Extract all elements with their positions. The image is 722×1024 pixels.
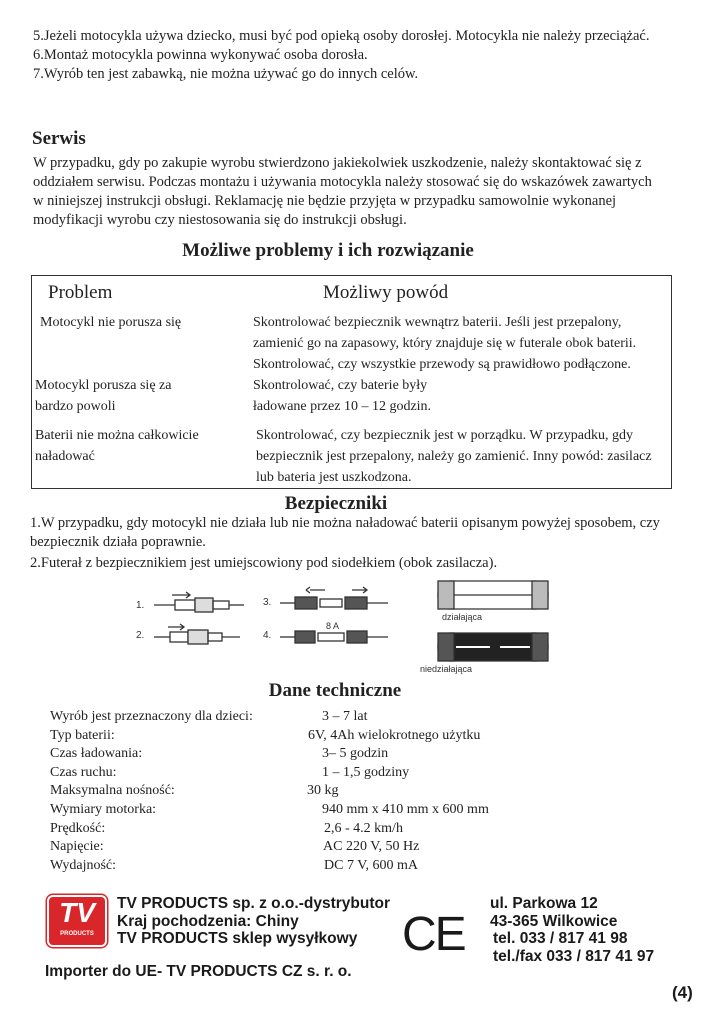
step-3-label: 3. [263,597,272,608]
fuse-holder-icon [154,592,244,612]
table-row [32,310,672,375]
ce-mark-icon: CE [402,908,465,961]
serwis-text: W przypadku, gdy po zakupie wyrobu stwierdzono jakiekolwiek uszkodzenie, należy skontaktować się z oddziałem serwisu. Podczas montażu i używania motocykla należy stosować się do wskazówek zawartych w niniejszej instrukcji obsługi. Reklamację nie będzie przyjęta w przypadku samowolnie wykonanej modyfikacji wyrobu czy niestosowania się do instrukcji obsługi. [33,155,652,228]
company-block [117,895,390,948]
spec-value: AC 220 V, 50 Hz [323,839,420,855]
logo-subtext: PRODUCTS [60,931,94,937]
address-block [490,895,654,965]
spec-row [50,764,489,783]
table-row [32,375,672,425]
fuses-heading: Bezpieczniki [284,493,388,514]
tech-specs [50,708,489,875]
fuses-list [30,514,690,573]
spec-value: 6V, 4Ah wielokrotnego użytku [308,727,481,743]
step-4-label: 4. [263,630,272,641]
spec-row [50,782,489,801]
spec-label: Wydajność: [50,857,117,873]
table-header-row [32,276,672,310]
cause-cell: Skontrolować, czy bezpiecznik jest w porządku. W przypadku, gdy bezpiecznik jest przepalony, należy go zamienić. Inny powód: zasilacz lub bateria jest uszkodzona. [256,427,652,485]
problems-heading: Możliwe problemy i ich rozwiązanie [182,240,474,261]
spec-label: Wyrób jest przeznaczony dla dzieci: [50,709,253,724]
spec-label: Maksymalna nośność: [50,783,175,799]
spec-row [50,801,489,820]
spec-row [50,820,489,839]
spec-row [50,838,489,857]
spec-row [50,857,489,876]
list-item: 5.Jeżeli motocykla używa dziecko, musi być pod opieką osoby dorosłej. Motocykla nie należy przeciążać. [33,28,650,44]
logo-text: TV [59,897,95,928]
serwis-heading: Serwis [32,128,86,149]
spec-row [50,745,489,764]
label-working: działająca [442,612,483,622]
problem-cell: Motocykl nie porusza się [40,314,182,330]
spec-value: DC 7 V, 600 mA [324,857,419,873]
spec-value: 30 kg [307,783,339,799]
fuse-holder-icon [280,631,388,643]
spec-value: 3– 5 godzin [322,746,389,762]
spec-label: Prędkość: [50,820,106,836]
cause-cell: Skontrolować, czy baterie były ładowane przez 10 – 12 godzin. [253,377,432,414]
fuse-holder-icon [154,624,240,644]
address-line: tel./fax 033 / 817 41 97 [493,947,655,965]
spec-row [50,708,489,727]
spec-value: 1 – 1,5 godziny [322,764,410,780]
spec-label: Typ baterii: [50,727,115,743]
blown-fuse-icon [438,633,548,661]
tv-products-logo [47,895,107,947]
spec-value: 940 mm x 410 mm x 600 mm [322,801,489,817]
list-item: 2.Futerał z bezpiecznikiem jest umiejscowiony pod siodełkiem (obok zasilacza). [30,555,498,571]
company-line: TV PRODUCTS sp. z o.o.-dystrybutor [117,895,390,912]
spec-value: 2,6 - 4.2 km/h [324,820,403,836]
address-line: ul. Parkowa 12 [490,895,598,912]
step-2-label: 2. [136,630,145,641]
list-item: 6.Montaż motocykla powinna wykonywać osoba dorosła. [33,47,368,63]
company-line: TV PRODUCTS sklep wysyłkowy [117,930,358,947]
problem-cell: Baterii nie można całkowicie naładować [35,427,199,464]
column-header-problem: Problem [48,282,113,303]
page-number: (4) [672,983,693,1002]
column-header-cause: Możliwy powód [323,282,449,303]
spec-row [50,727,489,746]
fuse-diagram [120,575,560,675]
fuse-rating-label: 8 A [326,621,340,631]
cause-cell: Skontrolować bezpiecznik wewnątrz baterii. Jeśli jest przepalony, zamienić go na zapasowy, który znajduje się w futerale obok baterii. Skontrolować, czy wszystkie przewody są prawidłowo podłączone. [253,314,637,372]
list-item: 1.W przypadku, gdy motocykl nie działa lub nie można naładować baterii opisanym powyżej sposobem, czy bezpiecznik działa poprawnie. [30,515,660,550]
step-1-label: 1. [136,600,145,611]
address-line: tel. 033 / 817 41 98 [493,930,628,947]
spec-label: Napięcie: [50,839,104,855]
spec-label: Czas ładowania: [50,746,143,762]
intro-list [33,27,673,84]
label-not-working: niedziałająca [420,664,473,674]
working-fuse-icon [438,581,548,609]
company-line: Kraj pochodzenia: Chiny [117,912,299,930]
list-item: 7.Wyrób ten jest zabawką, nie można używać go do innych celów. [33,66,419,82]
address-line: 43-365 Wilkowice [490,912,618,930]
problems-table [31,275,672,489]
fuse-holder-icon [280,587,388,609]
spec-label: Wymiary motorka: [50,801,157,817]
importer-text: Importer do UE- TV PRODUCTS CZ s. r. o. [45,963,352,980]
spec-value: 3 – 7 lat [322,709,368,724]
spec-label: Czas ruchu: [50,764,117,780]
tech-heading: Dane techniczne [268,680,402,701]
problem-cell: Motocykl porusza się za bardzo powoli [35,377,172,414]
table-row [32,425,672,489]
